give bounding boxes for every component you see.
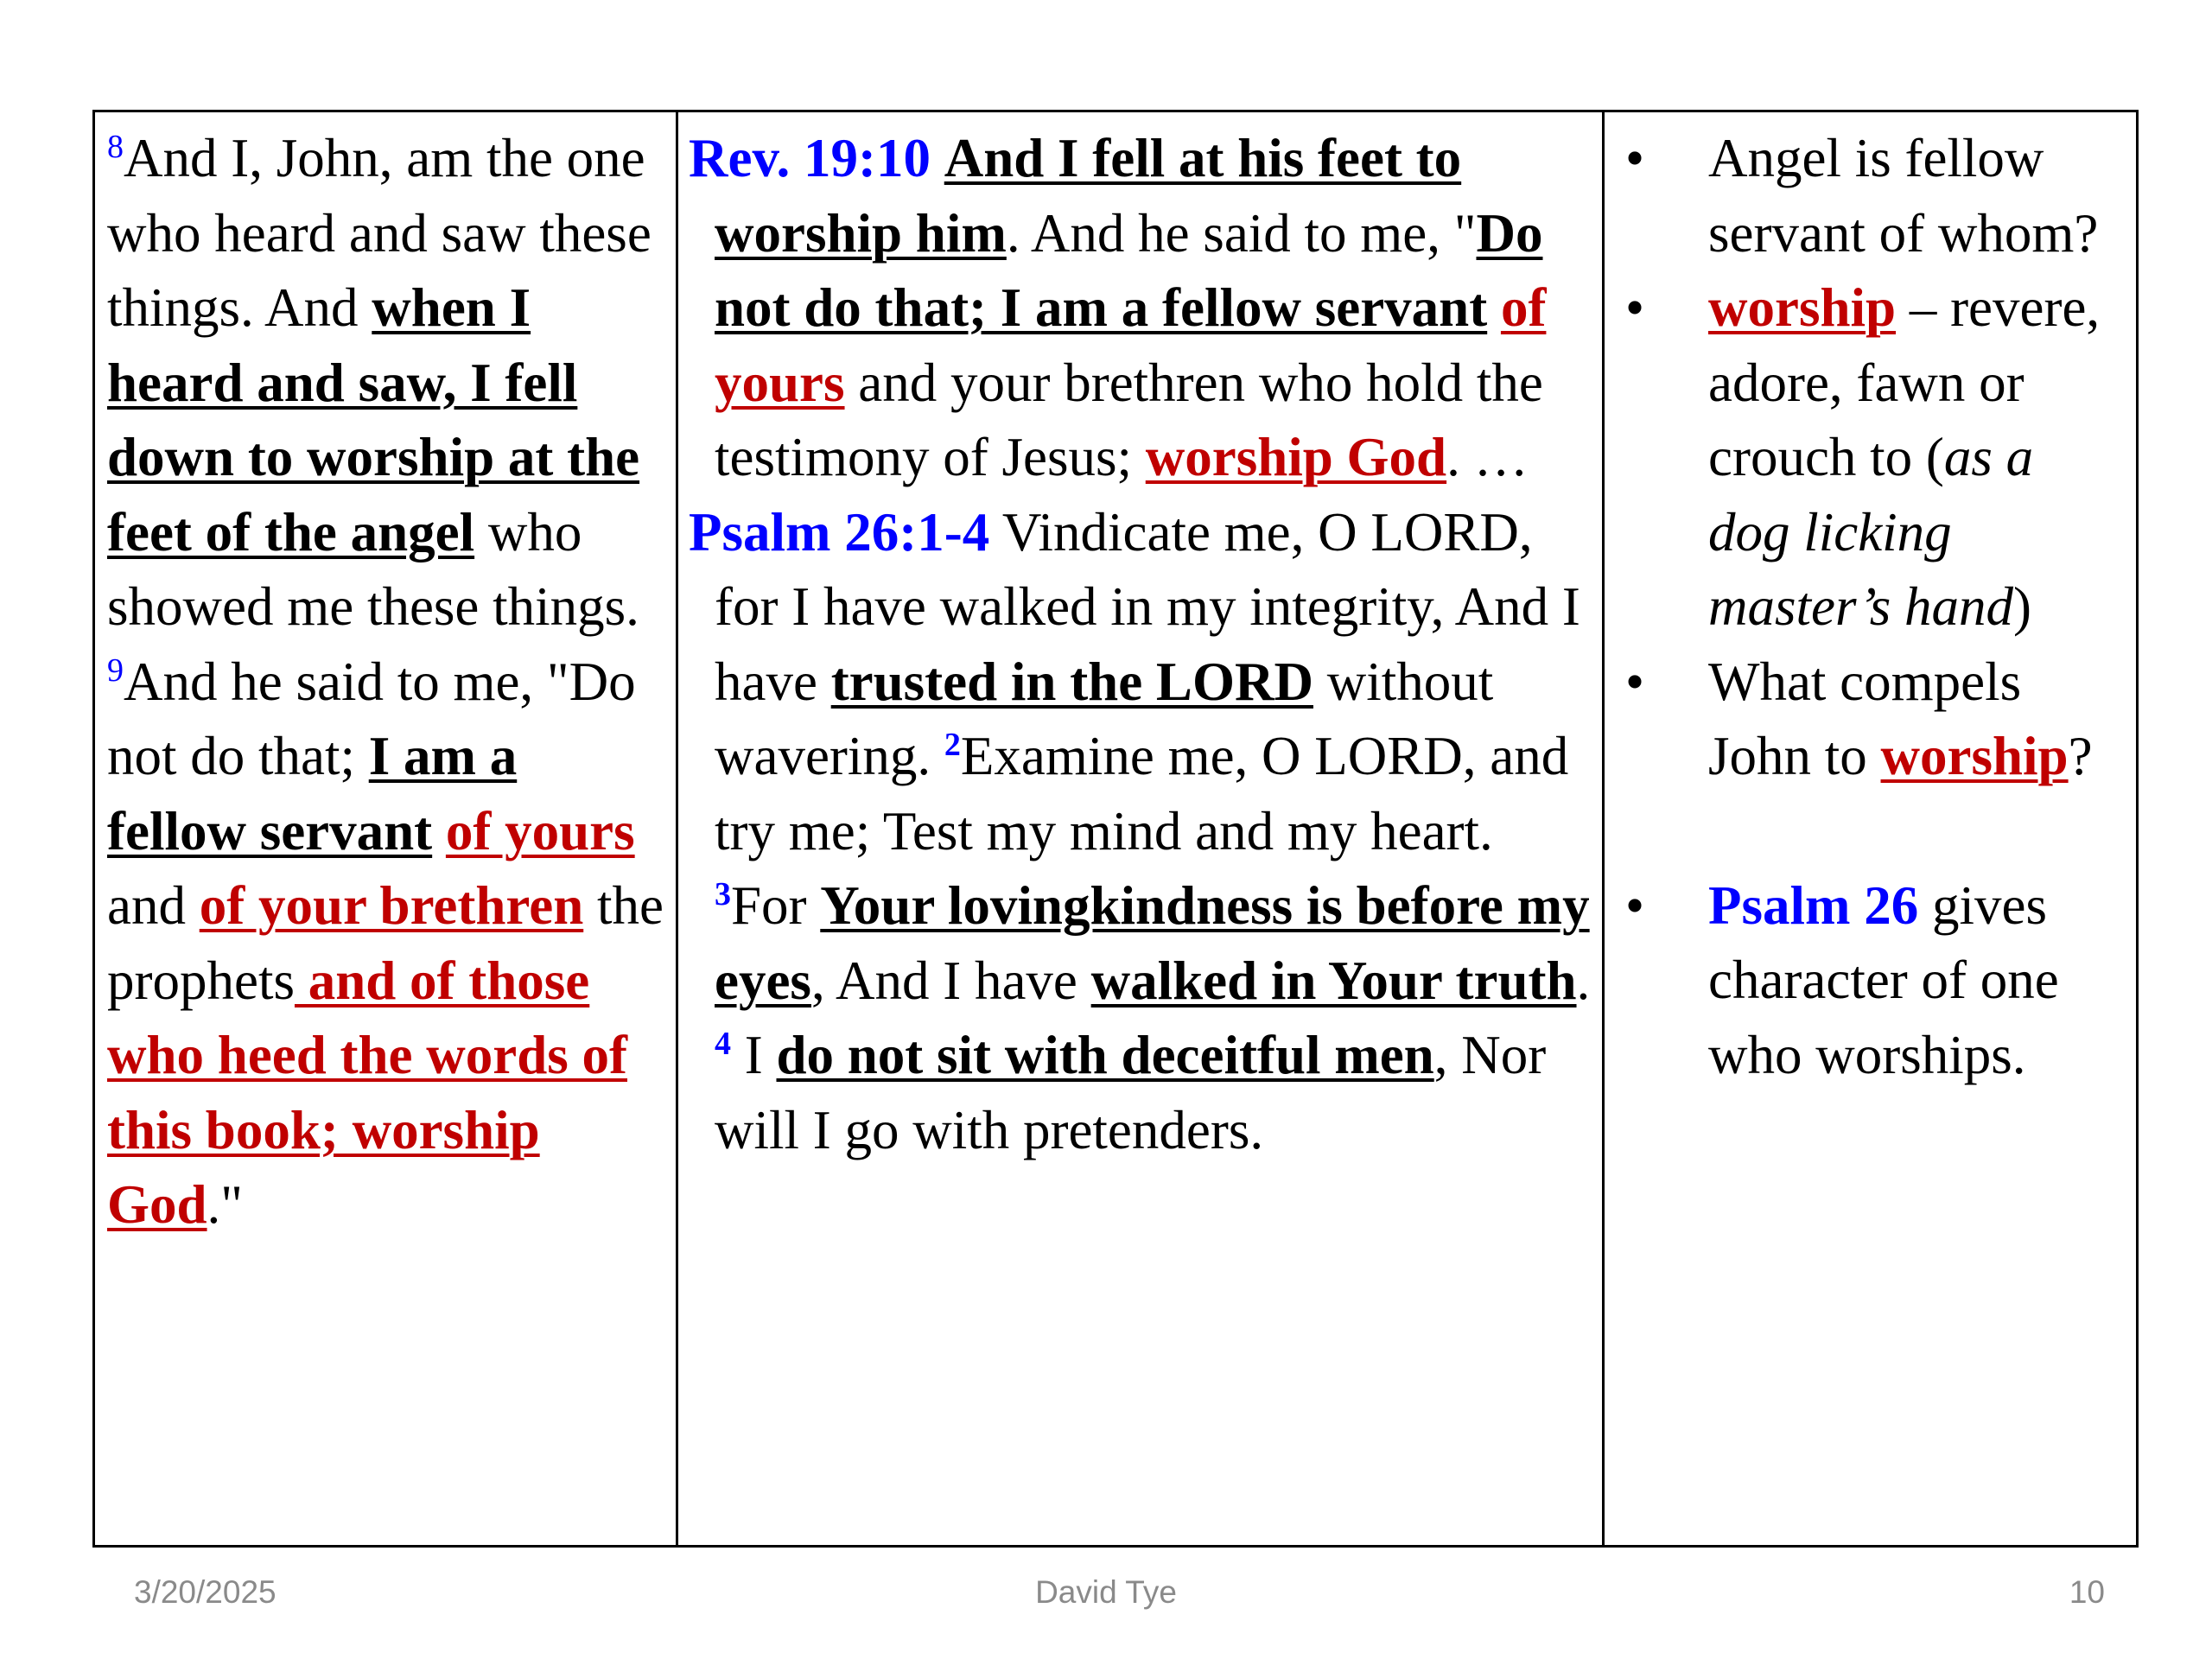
red-emphasis-text: worship <box>1880 726 2069 786</box>
red-emphasis-text: of yours <box>715 277 1547 413</box>
verse-number: 4 <box>715 1026 731 1062</box>
note-text: What compels John to <box>1708 651 2022 786</box>
red-emphasis-text: worship God <box>1145 427 1447 487</box>
notes-list <box>1613 121 2122 1092</box>
notes-cell <box>1604 111 2138 1547</box>
note-text: Angel is fellow servant of whom? <box>1708 128 2099 264</box>
passage-text: and your brethren who hold the testimony of Jesus; <box>715 352 1543 487</box>
list-item <box>1613 270 2122 645</box>
cross-reference-cell <box>677 111 1604 1547</box>
bullet-icon: • <box>1625 128 1645 188</box>
emphasis-text: Do not do that; I am a fellow servant <box>715 202 1543 338</box>
note-text: gives character of one who worships. <box>1708 874 2059 1085</box>
psalm-26-passage <box>689 495 1593 1168</box>
rev-19-10-passage <box>689 121 1593 495</box>
scripture-table <box>92 110 2139 1548</box>
note-text: – revere, adore, fawn or crouch to ( <box>1708 277 2101 487</box>
footer-author: David Tye <box>1035 1574 1177 1610</box>
footer-page-number: 10 <box>2069 1574 2105 1610</box>
passage-text: . And he said to me, " <box>1006 202 1477 264</box>
passage-text: I <box>731 1025 777 1085</box>
passage-text: Vindicate me, O LORD, for I have walked in my integrity, And I have <box>715 501 1580 712</box>
passage-text: without wavering. <box>715 651 1494 786</box>
emphasis-text: trusted in the LORD <box>830 651 1313 712</box>
italic-note-text: as a dog licking master’s hand <box>1708 427 2034 637</box>
list-item <box>1613 868 2122 1093</box>
footer-date: 3/20/2025 <box>134 1574 276 1610</box>
verse-number: 9 <box>107 652 124 689</box>
passage-text: . <box>1576 950 1591 1011</box>
list-item <box>1613 121 2122 270</box>
note-text: ) <box>2012 576 2031 637</box>
bullet-icon: • <box>1625 277 1645 338</box>
passage-text: , Nor will I go with pretenders. <box>715 1025 1547 1160</box>
verse-number: 8 <box>107 129 124 165</box>
red-emphasis-text: worship <box>1708 277 1897 338</box>
passage-text: . … <box>1446 427 1529 487</box>
emphasis-text: do not sit with deceitful men <box>776 1025 1434 1085</box>
passage-text <box>1487 277 1501 338</box>
list-item <box>1613 645 2122 794</box>
verse-number: 2 <box>944 727 961 763</box>
emphasis-text: when I heard and saw, I fell down to worship at the feet of the angel <box>107 277 640 563</box>
revelation-22-text-cell <box>94 111 677 1547</box>
bullet-icon: • <box>1625 651 1645 712</box>
emphasis-text: And I fell at his feet to worship him <box>715 128 1462 264</box>
red-emphasis-text: of yours <box>445 800 635 861</box>
passage-text: the prophets <box>107 875 664 1011</box>
verse-number: 3 <box>715 876 731 912</box>
passage-text: who showed me these things. <box>107 501 639 637</box>
table-row <box>94 111 2138 1547</box>
red-emphasis-text: and of those who heed the words of this book; worship God <box>107 950 628 1235</box>
passage-text: Examine me, O LORD, and try me; Test my mind and my heart. <box>715 726 1569 861</box>
revelation-22-passage <box>107 121 667 1243</box>
scripture-reference: Psalm 26 <box>1708 874 1919 936</box>
emphasis-text: I am a fellow servant <box>107 726 518 861</box>
passage-text: And I, John, am the one who heard and saw these things. And <box>107 128 652 338</box>
passage-text: , And I have <box>810 950 1091 1011</box>
scripture-reference: Rev. 19:10 <box>689 128 931 188</box>
passage-text <box>931 128 944 188</box>
scripture-reference: Psalm 26:1-4 <box>689 501 990 563</box>
emphasis-text: walked in Your truth <box>1090 950 1577 1011</box>
passage-text: For <box>731 875 821 936</box>
red-emphasis-text: of your brethren <box>199 875 584 936</box>
emphasis-text: Your lovingkindness is before my eyes <box>715 875 1590 1011</box>
passage-text: ." <box>207 1174 244 1235</box>
passage-text: and <box>107 875 200 936</box>
passage-text: And he said to me, "Do not do that; <box>107 651 636 786</box>
bullet-icon: • <box>1625 874 1645 936</box>
passage-text <box>432 801 446 861</box>
note-text: ? <box>2068 726 2093 786</box>
